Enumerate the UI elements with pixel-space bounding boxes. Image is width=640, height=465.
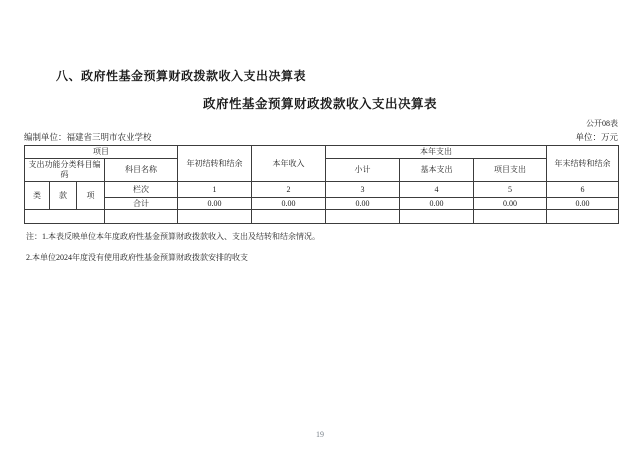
header-begin-balance: 年初结转和结余 bbox=[178, 146, 252, 182]
header-current-income: 本年收入 bbox=[252, 146, 326, 182]
total-current-income: 0.00 bbox=[252, 198, 326, 210]
code-col-class: 类 bbox=[25, 182, 50, 210]
code-col-section: 款 bbox=[50, 182, 77, 210]
prepared-by-label: 编制单位：福建省三明市农业学校 bbox=[24, 132, 152, 142]
header-subtotal: 小计 bbox=[326, 159, 400, 182]
lanci-2: 2 bbox=[252, 182, 326, 198]
empty-cell-basic-expense bbox=[400, 210, 474, 224]
empty-cell-end-balance bbox=[547, 210, 619, 224]
notes-block bbox=[26, 231, 618, 263]
note-1: 注：1.本表反映单位本年度政府性基金预算财政拨款收入、支出及结转和结余情况。 bbox=[26, 232, 320, 241]
header-func-code: 支出功能分类科目编码 bbox=[25, 159, 105, 182]
empty-cell-code bbox=[25, 210, 105, 224]
total-basic-expense: 0.00 bbox=[400, 198, 474, 210]
unit-label: 单位：万元 bbox=[575, 132, 618, 142]
lanci-5: 5 bbox=[474, 182, 547, 198]
total-row bbox=[25, 198, 619, 210]
content-area bbox=[24, 118, 618, 263]
table-title: 政府性基金预算财政拨款收入支出决算表 bbox=[202, 97, 437, 111]
header-basic-expense: 基本支出 bbox=[400, 159, 474, 182]
total-end-balance: 0.00 bbox=[547, 198, 619, 210]
column-index-row bbox=[25, 182, 619, 198]
empty-cell-current-income bbox=[252, 210, 326, 224]
form-code-label: 公开08表 bbox=[586, 119, 618, 128]
total-subtotal: 0.00 bbox=[326, 198, 400, 210]
header-current-expense: 本年支出 bbox=[326, 146, 547, 159]
header-row-1 bbox=[25, 146, 619, 159]
note-2: 2.本单位2024年度没有使用政府性基金预算财政拨款安排的收支 bbox=[26, 253, 248, 262]
meta-row bbox=[24, 131, 618, 143]
empty-cell-begin-balance bbox=[178, 210, 252, 224]
empty-cell-subject bbox=[105, 210, 178, 224]
empty-cell-subtotal bbox=[326, 210, 400, 224]
section-heading: 八、政府性基金预算财政拨款收入支出决算表 bbox=[56, 69, 307, 83]
lanci-1: 1 bbox=[178, 182, 252, 198]
lanci-label: 栏次 bbox=[105, 182, 178, 198]
header-project: 项目 bbox=[25, 146, 178, 159]
page-number: 19 bbox=[316, 430, 324, 439]
header-subject-name: 科目名称 bbox=[105, 159, 178, 182]
fund-budget-table bbox=[24, 145, 619, 224]
lanci-4: 4 bbox=[400, 182, 474, 198]
header-project-expense: 项目支出 bbox=[474, 159, 547, 182]
code-col-item: 项 bbox=[77, 182, 105, 210]
lanci-3: 3 bbox=[326, 182, 400, 198]
total-begin-balance: 0.00 bbox=[178, 198, 252, 210]
total-label: 合计 bbox=[105, 198, 178, 210]
lanci-6: 6 bbox=[547, 182, 619, 198]
empty-row bbox=[25, 210, 619, 224]
header-end-balance: 年末结转和结余 bbox=[547, 146, 619, 182]
empty-cell-project-expense bbox=[474, 210, 547, 224]
total-project-expense: 0.00 bbox=[474, 198, 547, 210]
